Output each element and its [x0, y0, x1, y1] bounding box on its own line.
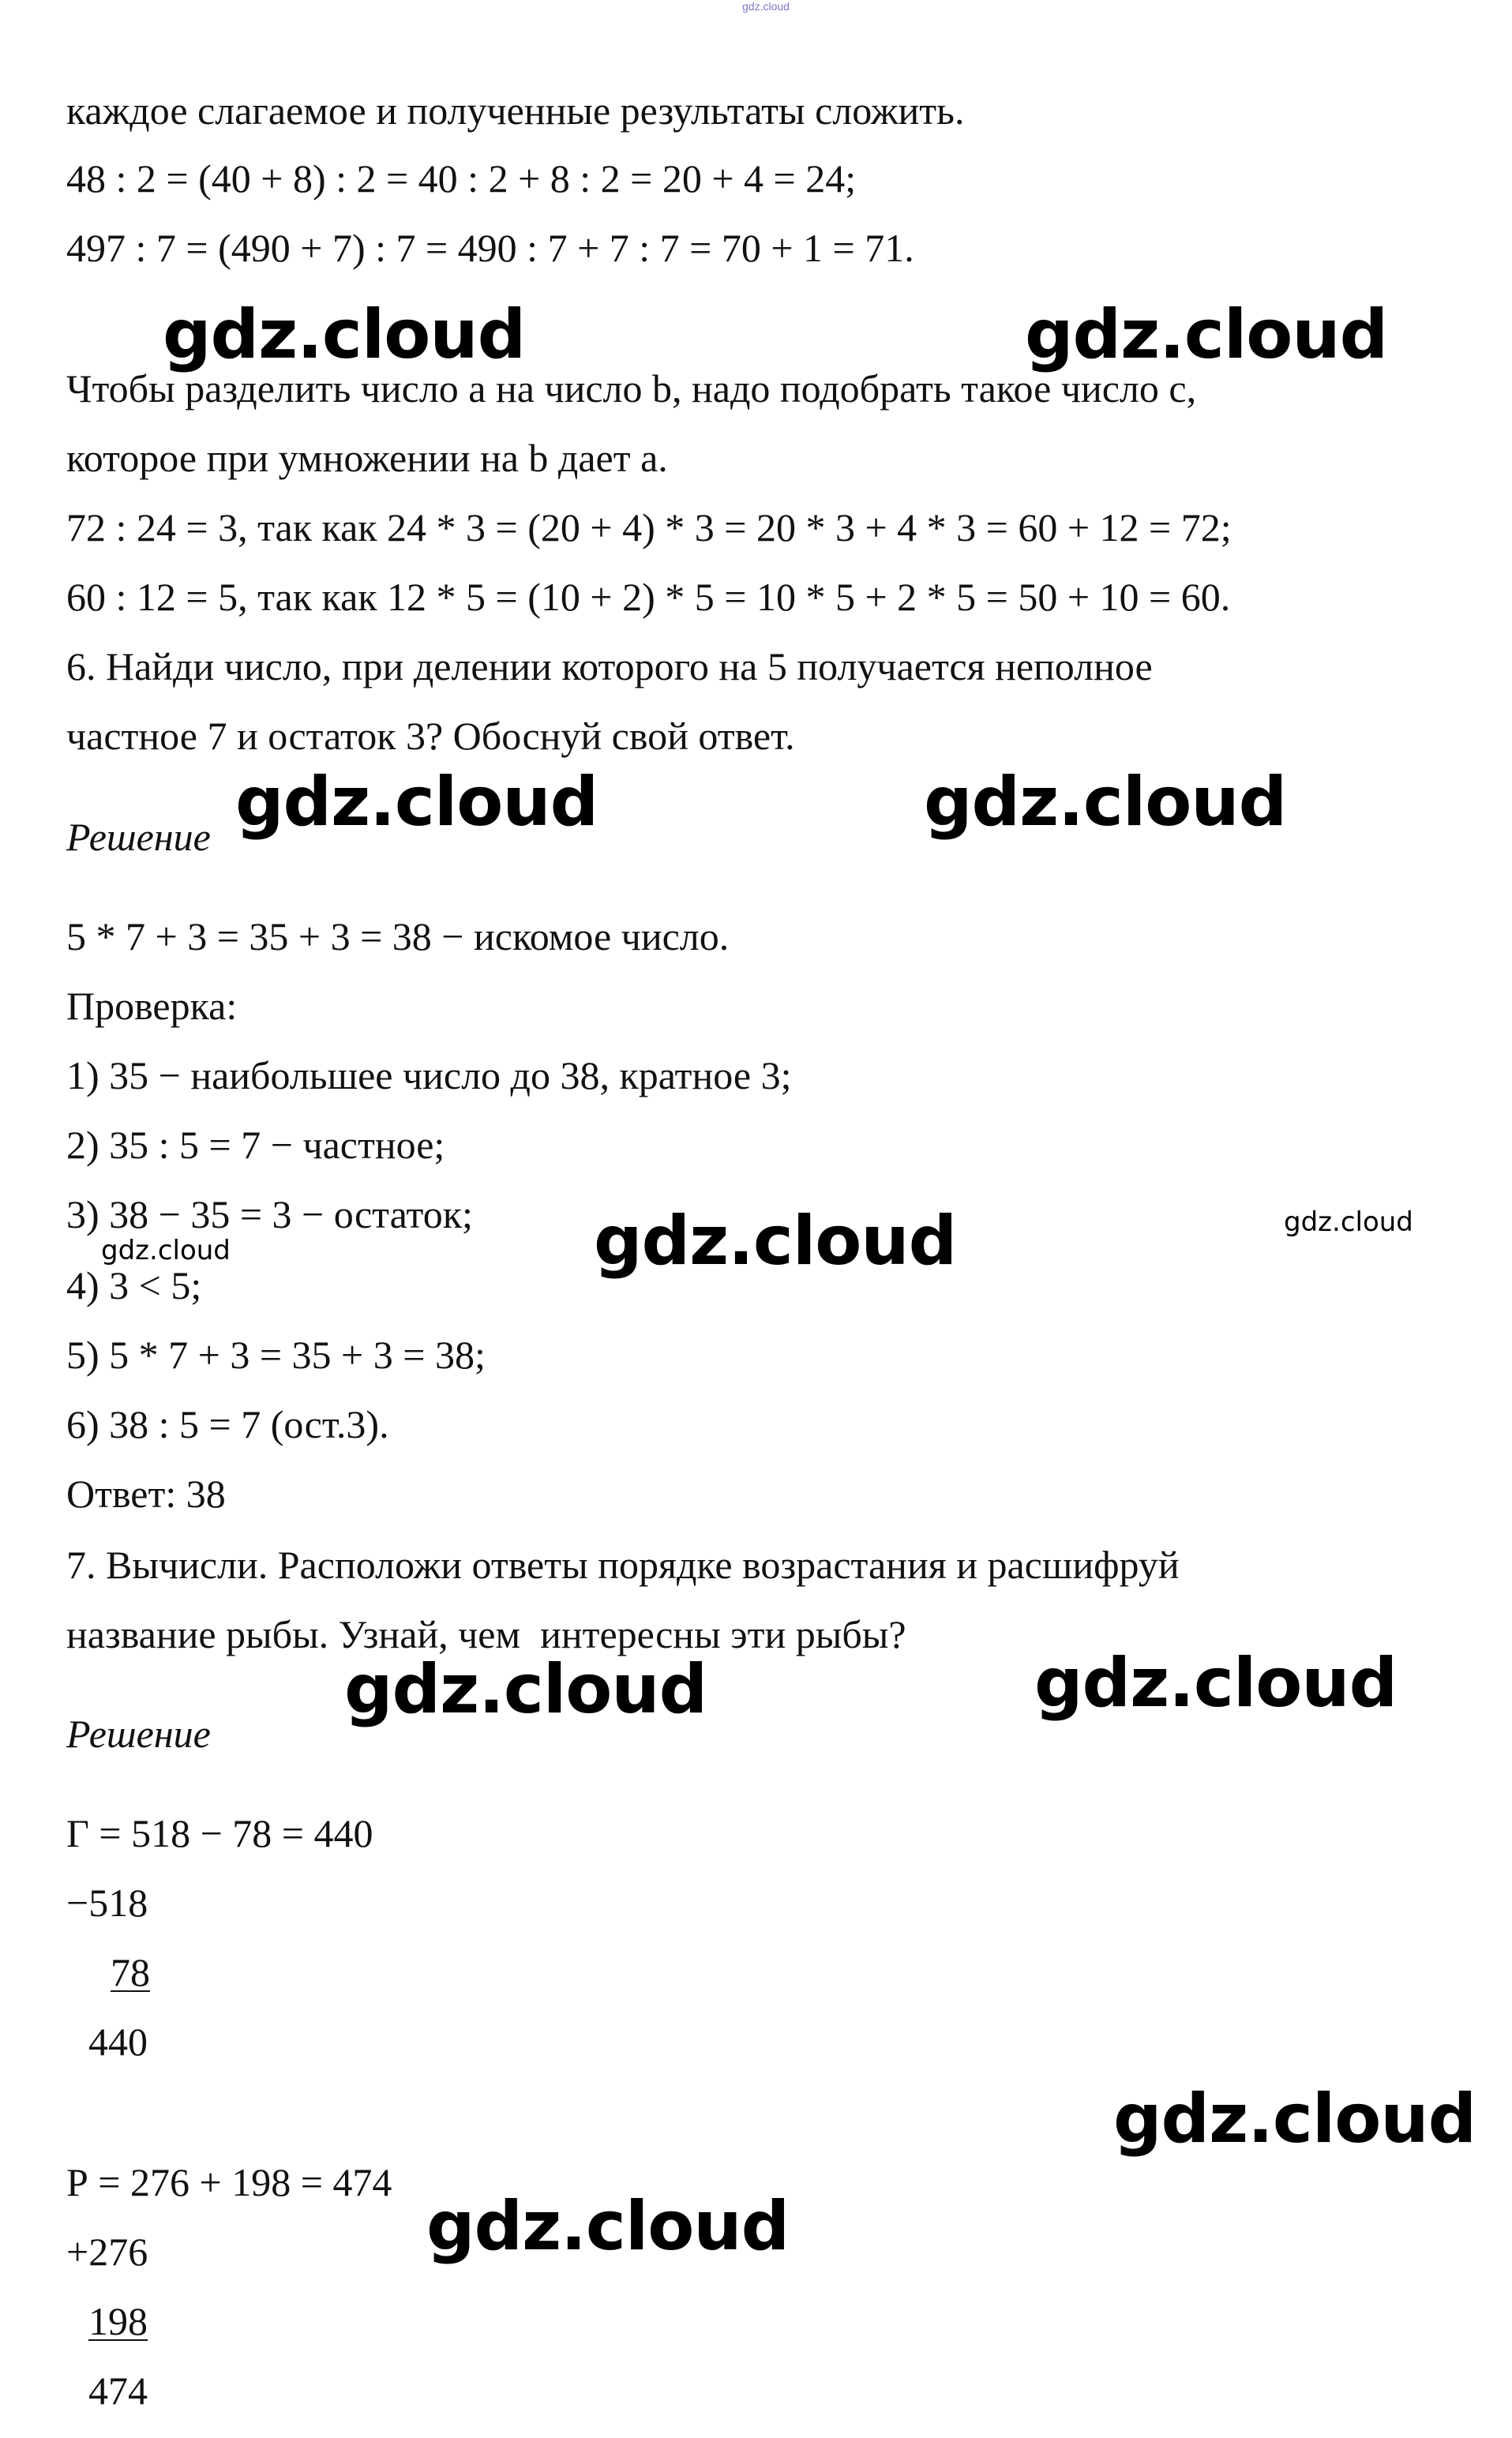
task-7-heading-cont: название рыбы. Узнай, чем интересны эти рыбы? [66, 1612, 906, 1656]
watermark: gdz.cloud [924, 763, 1287, 842]
text-line: 5 * 7 + 3 = 35 + 3 = 38 − искомое число. [66, 914, 730, 958]
text-line: Г = 518 − 78 = 440 [66, 1811, 373, 1855]
text-line: Р = 276 + 198 = 474 [66, 2160, 392, 2204]
watermark: gdz.cloud [1113, 2080, 1476, 2159]
watermark: gdz.cloud [1025, 295, 1388, 374]
text-line: 2) 35 : 5 = 7 − частное; [66, 1123, 445, 1167]
column-calc-line: 78 [111, 1950, 150, 1994]
text-line: 497 : 7 = (490 + 7) : 7 = 490 : 7 + 7 : 7 = 70 + 1 = 71. [66, 226, 914, 270]
header-watermark: gdz.cloud [742, 0, 790, 13]
column-calc-line: 440 [88, 2020, 148, 2064]
watermark: gdz.cloud [594, 1202, 957, 1281]
column-calc-line: +276 [66, 2230, 148, 2274]
column-calc-line: 474 [88, 2369, 148, 2413]
text-line: каждое слагаемое и полученные результаты сложить. [66, 88, 965, 133]
task-6-heading-cont: частное 7 и остаток 3? Обоснуй свой ответ. [66, 714, 795, 758]
text-line: 5) 5 * 7 + 3 = 35 + 3 = 38; [66, 1333, 486, 1377]
text-line: 4) 3 < 5; [66, 1263, 202, 1307]
solution-label: Решение [66, 815, 211, 859]
watermark: gdz.cloud [344, 1650, 707, 1729]
text-line: которое при умножении на b дает a. [66, 436, 668, 480]
text-line: Проверка: [66, 984, 238, 1028]
column-calc-line: 198 [88, 2299, 148, 2343]
text-line: 48 : 2 = (40 + 8) : 2 = 40 : 2 + 8 : 2 = 20 + 4 = 24; [66, 156, 857, 201]
column-calc-line: −518 [66, 1881, 148, 1925]
text-line: 60 : 12 = 5, так как 12 * 5 = (10 + 2) * 5 = 10 * 5 + 2 * 5 = 50 + 10 = 60. [66, 575, 1231, 619]
watermark-small: gdz.cloud [101, 1235, 231, 1266]
watermark-small: gdz.cloud [1284, 1206, 1413, 1238]
watermark: gdz.cloud [426, 2187, 790, 2266]
text-line: 1) 35 − наибольшее число до 38, кратное 3; [66, 1053, 792, 1097]
answer-line: Ответ: 38 [66, 1472, 226, 1516]
text-line: 72 : 24 = 3, так как 24 * 3 = (20 + 4) * 3 = 20 * 3 + 4 * 3 = 60 + 12 = 72; [66, 505, 1232, 549]
task-6-heading: 6. Найди число, при делении которого на 5 получается неполное [66, 644, 1153, 688]
text-line: 6) 38 : 5 = 7 (ост.3). [66, 1402, 389, 1446]
text-line: 3) 38 − 35 = 3 − остаток; [66, 1192, 473, 1236]
watermark: gdz.cloud [1034, 1644, 1398, 1723]
text-line: Чтобы разделить число a на число b, надо подобрать такое число c, [66, 366, 1197, 411]
watermark: gdz.cloud [163, 295, 526, 374]
task-7-heading: 7. Вычисли. Расположи ответы порядке возрастания и расшифруй [66, 1543, 1180, 1587]
watermark: gdz.cloud [235, 763, 598, 842]
solution-label: Решение [66, 1712, 211, 1756]
